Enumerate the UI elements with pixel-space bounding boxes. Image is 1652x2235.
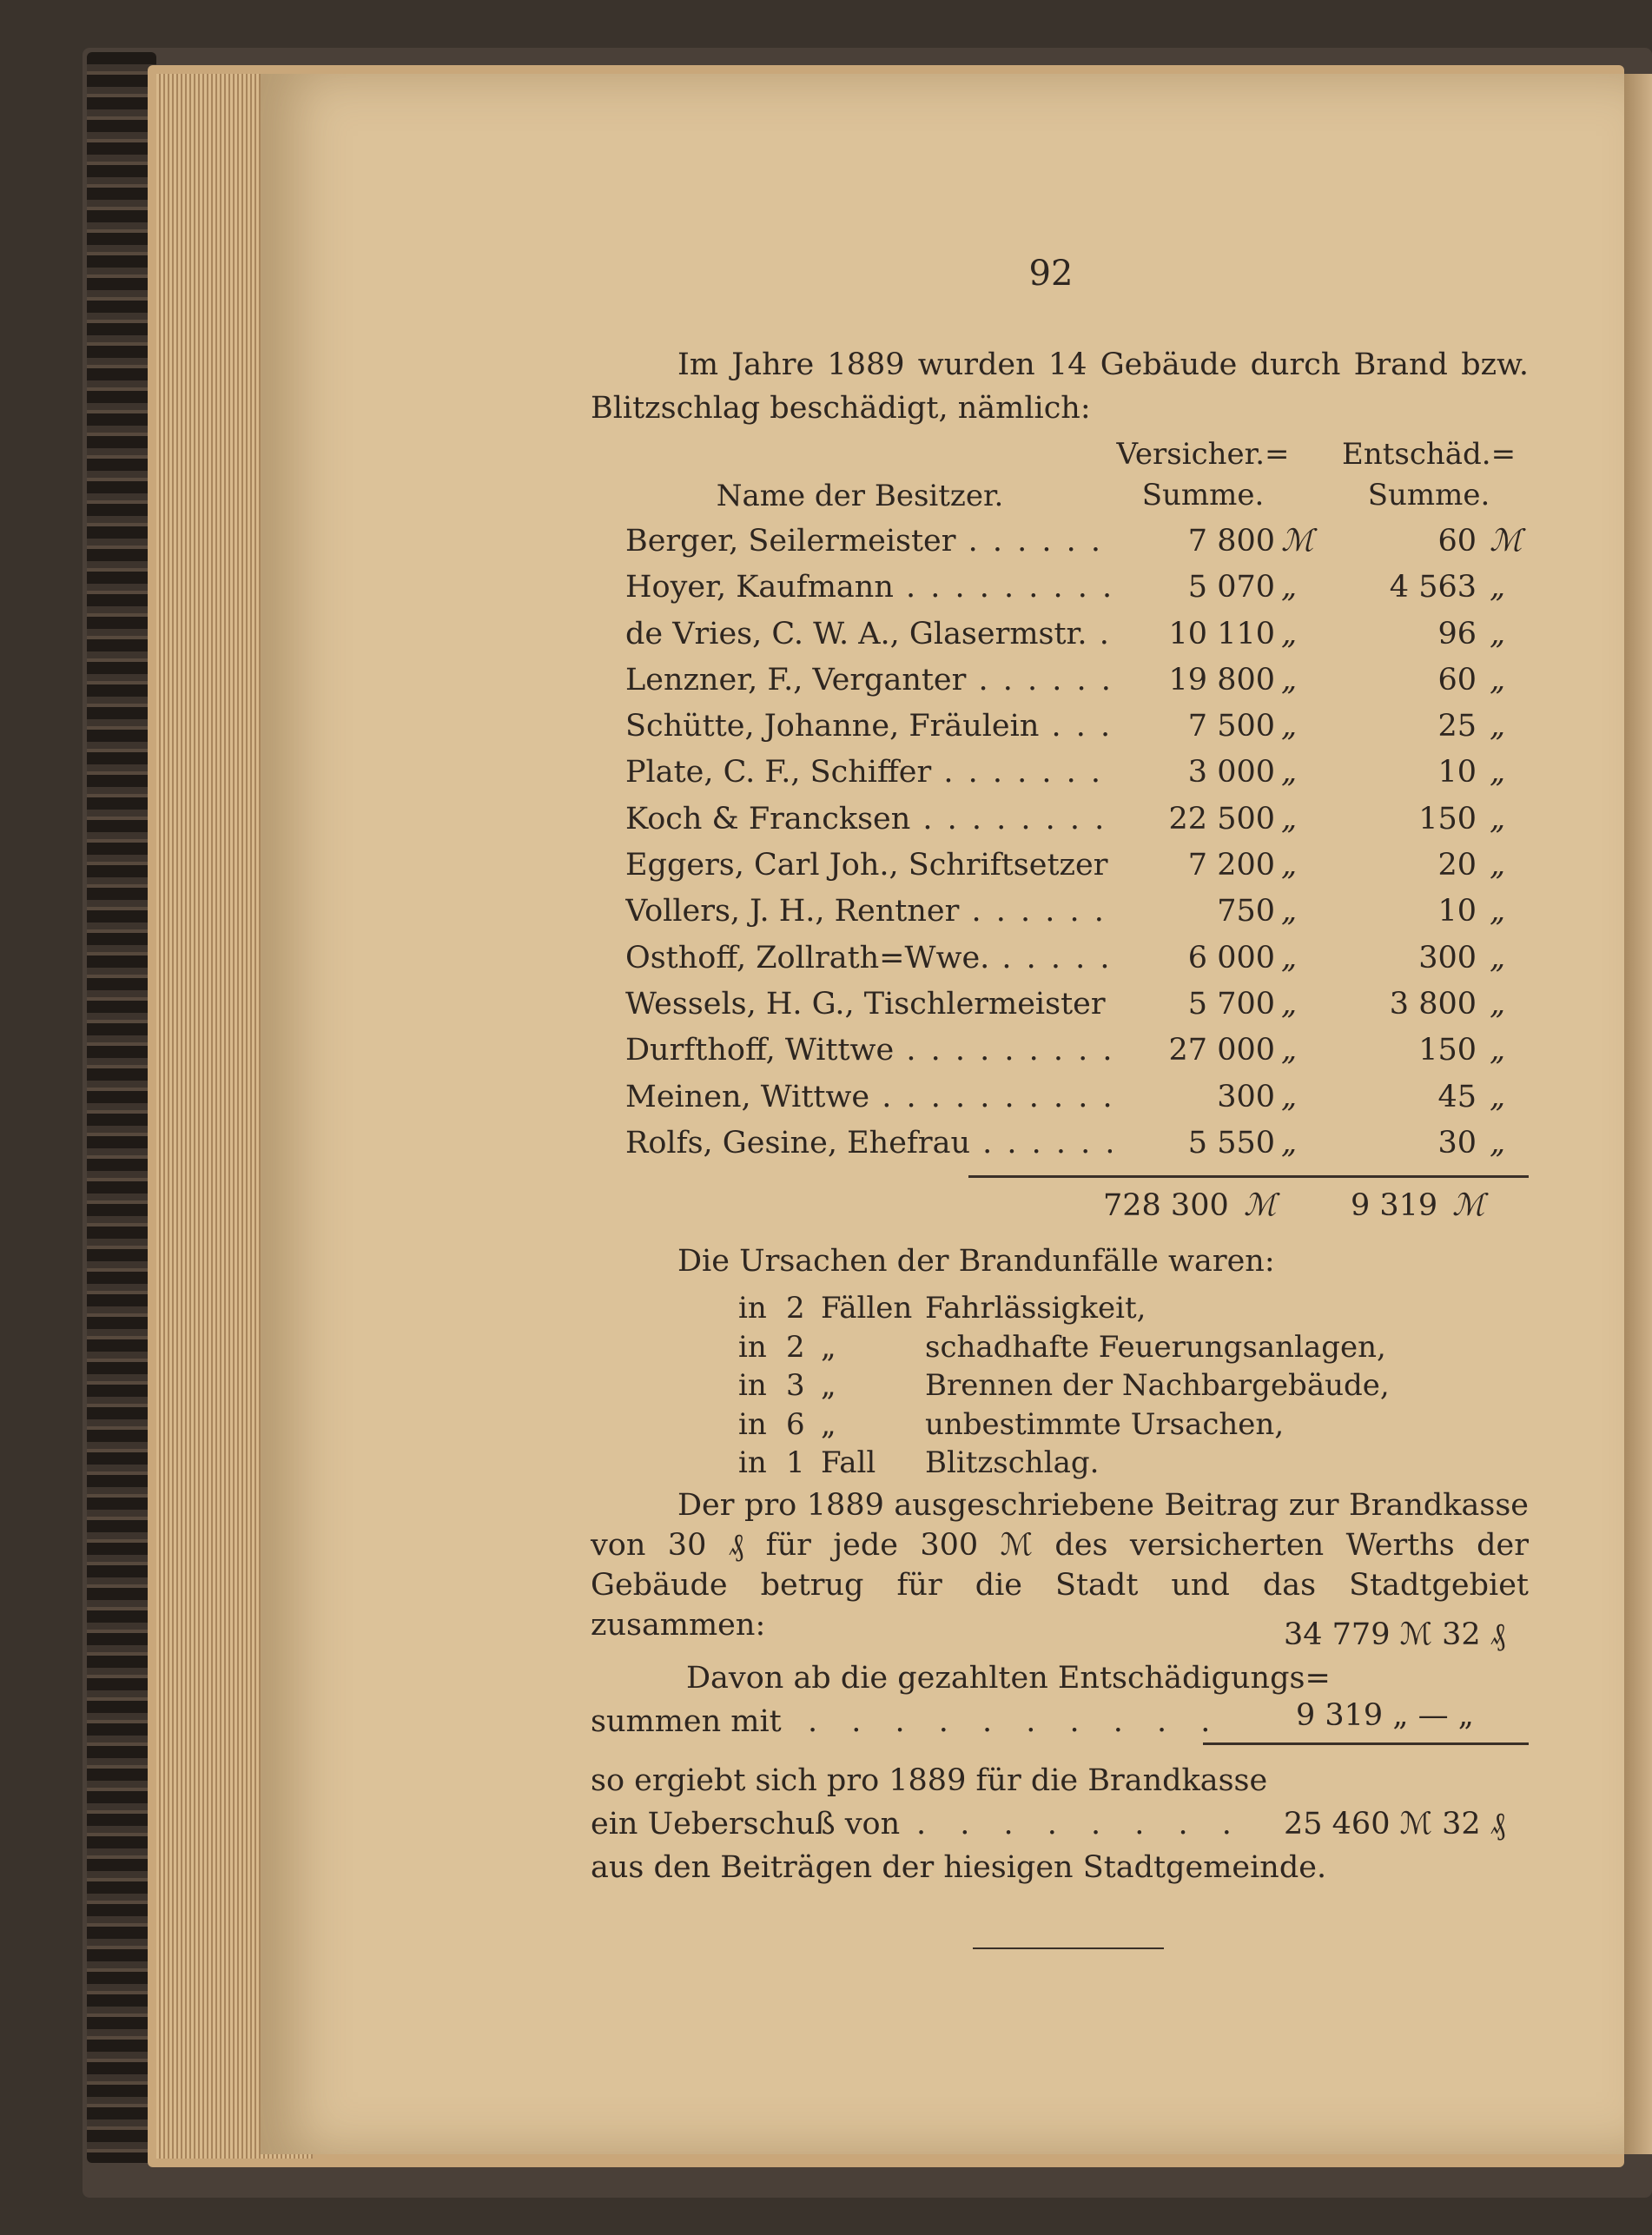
subtract-rule xyxy=(1203,1742,1529,1745)
total-compensation: 9 319 xyxy=(1351,1188,1438,1223)
insured-sum: 5 550 xyxy=(1112,1121,1275,1167)
unit-mark: „ xyxy=(1490,755,1506,790)
sum-rule xyxy=(968,1175,1529,1178)
insured-sum: 10 110 xyxy=(1112,612,1275,658)
compensation-sum: 30 xyxy=(1437,1125,1477,1160)
compensation-sum: 4 563 xyxy=(1389,570,1477,605)
insured-sum: 300 xyxy=(1112,1075,1275,1121)
table-row xyxy=(625,519,1529,565)
unit-mark: „ xyxy=(1490,570,1506,605)
insured-sum: 750 xyxy=(1112,889,1275,935)
compensation-sum: 300 xyxy=(1418,940,1477,975)
unit-mark: „ xyxy=(1281,709,1298,744)
unit-mark: „ xyxy=(1281,986,1298,1022)
owner-name: Durfthoff, Wittwe . . . xyxy=(625,1028,1129,1074)
owner-name: Lenzner, F., Verganter . . . xyxy=(625,658,1129,704)
cause-text: schadhafte Feuerungsanlagen, xyxy=(925,1329,1386,1365)
cause-count: 2 xyxy=(786,1329,805,1365)
causes-list xyxy=(738,1289,1433,1483)
cause-text: unbestimmte Ursachen, xyxy=(925,1406,1285,1442)
davon-line-2: summen mit xyxy=(591,1704,782,1739)
cause-count: 6 xyxy=(786,1406,805,1442)
cause-unit: „ xyxy=(821,1406,836,1442)
cause-count: 3 xyxy=(786,1368,805,1403)
intro-paragraph: Im Jahre 1889 wurden 14 Gebäude durch Brand bzw. Blitzschlag beschädigt, nämlich: xyxy=(591,347,1529,426)
cause-text: Fahrlässigkeit, xyxy=(925,1291,1146,1326)
cause-in: in xyxy=(738,1368,767,1403)
list-item xyxy=(738,1405,1433,1445)
insured-sum: 19 800 xyxy=(1112,658,1275,704)
unit-mark: „ xyxy=(1490,709,1506,744)
insured-sum: 7 800 xyxy=(1112,519,1275,565)
unit-mark: „ xyxy=(1490,986,1506,1022)
cause-unit: „ xyxy=(821,1368,836,1403)
ergibt-line-1: so ergiebt sich pro 1889 für die Brandkasse xyxy=(591,1763,1268,1798)
page-number: 92 xyxy=(1028,254,1074,294)
table-row xyxy=(625,658,1529,704)
total-compensation-unit: ℳ xyxy=(1452,1188,1485,1223)
compensation-sum: 96 xyxy=(1437,616,1477,651)
compensation-sum: 45 xyxy=(1437,1079,1477,1114)
owner-name: Wessels, H. G., Tischlermeister . . . xyxy=(625,982,1129,1028)
owner-name: Plate, C. F., Schiffer . . . xyxy=(625,750,1129,796)
table-row xyxy=(625,1075,1529,1121)
list-item xyxy=(738,1328,1433,1367)
cause-text: Blitzschlag. xyxy=(925,1445,1100,1480)
unit-mark: „ xyxy=(1281,1079,1298,1114)
insured-sum: 6 000 xyxy=(1112,936,1275,982)
compensation-sum: 10 xyxy=(1437,755,1477,790)
owner-name: Hoyer, Kaufmann . . . xyxy=(625,565,1129,611)
insured-sum: 7 200 xyxy=(1112,843,1275,889)
cause-in: in xyxy=(738,1445,767,1480)
unit-mark: „ xyxy=(1281,755,1298,790)
unit-mark: „ xyxy=(1490,616,1506,651)
unit-mark: „ xyxy=(1281,801,1298,836)
table-row xyxy=(625,982,1529,1028)
compensation-sum: 150 xyxy=(1418,801,1477,836)
unit-mark: ℳ xyxy=(1281,524,1314,559)
total-insured: 728 300 xyxy=(1103,1188,1229,1223)
table-row xyxy=(625,612,1529,658)
total-insured-unit: ℳ xyxy=(1244,1188,1277,1223)
next-page-edge xyxy=(1624,74,1652,2154)
book-spine xyxy=(87,52,156,2163)
compensation-sum: 60 xyxy=(1437,662,1477,698)
causes-heading: Die Ursachen der Brandunfälle waren: xyxy=(677,1244,1275,1279)
compensation-sum: 3 800 xyxy=(1389,986,1477,1022)
table-row xyxy=(625,936,1529,982)
unit-mark: „ xyxy=(1490,848,1506,883)
owner-name: Koch & Francksen . . . xyxy=(625,797,1129,843)
list-item xyxy=(738,1366,1433,1405)
owner-name: de Vries, C. W. A., Glasermstr. . . . xyxy=(625,612,1129,658)
table-row xyxy=(625,565,1529,611)
cause-unit: Fall xyxy=(821,1445,876,1480)
insured-sum: 5 700 xyxy=(1112,982,1275,1028)
cause-text: Brennen der Nachbargebäude, xyxy=(925,1368,1390,1403)
compensation-sum: 150 xyxy=(1418,1033,1477,1068)
unit-mark: ℳ xyxy=(1490,524,1523,559)
cause-count: 2 xyxy=(786,1291,805,1326)
table-row xyxy=(625,889,1529,935)
list-item xyxy=(738,1444,1433,1483)
unit-mark: „ xyxy=(1490,801,1506,836)
insured-sum: 22 500 xyxy=(1112,797,1275,843)
cause-in: in xyxy=(738,1291,767,1326)
owner-name: Osthoff, Zollrath=Wwe. . . . xyxy=(625,936,1129,982)
header-name: Name der Besitzer. xyxy=(716,479,1004,513)
owner-name: Schütte, Johanne, Fräulein . . . xyxy=(625,704,1129,750)
owners-table xyxy=(625,519,1529,1167)
insured-sum: 7 500 xyxy=(1112,704,1275,750)
table-row xyxy=(625,750,1529,796)
cause-unit: Fällen xyxy=(821,1291,913,1326)
unit-mark: „ xyxy=(1281,662,1298,698)
ergibt-line-2: ein Ueberschuß von xyxy=(591,1807,901,1842)
owner-name: Berger, Seilermeister . . . xyxy=(625,519,1129,565)
compensation-sum: 20 xyxy=(1437,848,1477,883)
unit-mark: „ xyxy=(1490,894,1506,929)
header-entschaedigung: Entschäd.= Summe. xyxy=(1342,437,1517,512)
cause-count: 1 xyxy=(786,1445,805,1480)
unit-mark: „ xyxy=(1490,1033,1506,1068)
compensation-sum: 10 xyxy=(1437,894,1477,929)
table-row xyxy=(625,797,1529,843)
cause-in: in xyxy=(738,1329,767,1365)
table-row xyxy=(625,1121,1529,1167)
insured-sum: 27 000 xyxy=(1112,1028,1275,1074)
unit-mark: „ xyxy=(1281,940,1298,975)
header-versicherung: Versicher.= Summe. xyxy=(1116,437,1290,512)
unit-mark: „ xyxy=(1281,616,1298,651)
table-row xyxy=(625,1028,1529,1074)
beitrag-amount: 34 779 ℳ 32 ₰ xyxy=(1284,1617,1506,1652)
unit-mark: „ xyxy=(1281,570,1298,605)
beitrag-paragraph: Der pro 1889 ausgeschriebene Beitrag zur Brandkasse von 30 ₰ für jede 300 ℳ des versicherten Werths der Gebäude betrug für die Stadt und das Stadtgebiet zusammen: xyxy=(591,1488,1529,1643)
insured-sum: 5 070 xyxy=(1112,565,1275,611)
unit-mark: „ xyxy=(1490,1125,1506,1160)
unit-mark: „ xyxy=(1490,1079,1506,1114)
davon-amount: 9 319 „ — „ xyxy=(1296,1698,1474,1733)
owner-name: Rolfs, Gesine, Ehefrau . . . xyxy=(625,1121,1129,1167)
ergibt-amount: 25 460 ℳ 32 ₰ xyxy=(1284,1807,1506,1842)
compensation-sum: 25 xyxy=(1437,709,1477,744)
owner-name: Vollers, J. H., Rentner . . . xyxy=(625,889,1129,935)
end-rule xyxy=(973,1947,1164,1949)
unit-mark: „ xyxy=(1490,662,1506,698)
owner-name: Eggers, Carl Joh., Schriftsetzer . . . xyxy=(625,843,1129,889)
table-row xyxy=(625,704,1529,750)
leader-dots: . . . . . . . . xyxy=(916,1807,1244,1842)
davon-line-1: Davon ab die gezahlten Entschädigungs= xyxy=(686,1661,1331,1696)
ergibt-line-3: aus den Beiträgen der hiesigen Stadtgemeinde. xyxy=(591,1850,1327,1885)
leader-dots: . . . . . . . . . . xyxy=(808,1704,1223,1739)
unit-mark: „ xyxy=(1281,1125,1298,1160)
compensation-sum: 60 xyxy=(1437,524,1477,559)
cause-unit: „ xyxy=(821,1329,836,1365)
owner-name: Meinen, Wittwe . . . xyxy=(625,1075,1129,1121)
unit-mark: „ xyxy=(1281,1033,1298,1068)
insured-sum: 3 000 xyxy=(1112,750,1275,796)
unit-mark: „ xyxy=(1490,940,1506,975)
unit-mark: „ xyxy=(1281,848,1298,883)
cause-in: in xyxy=(738,1406,767,1442)
list-item xyxy=(738,1289,1433,1328)
unit-mark: „ xyxy=(1281,894,1298,929)
table-row xyxy=(625,843,1529,889)
